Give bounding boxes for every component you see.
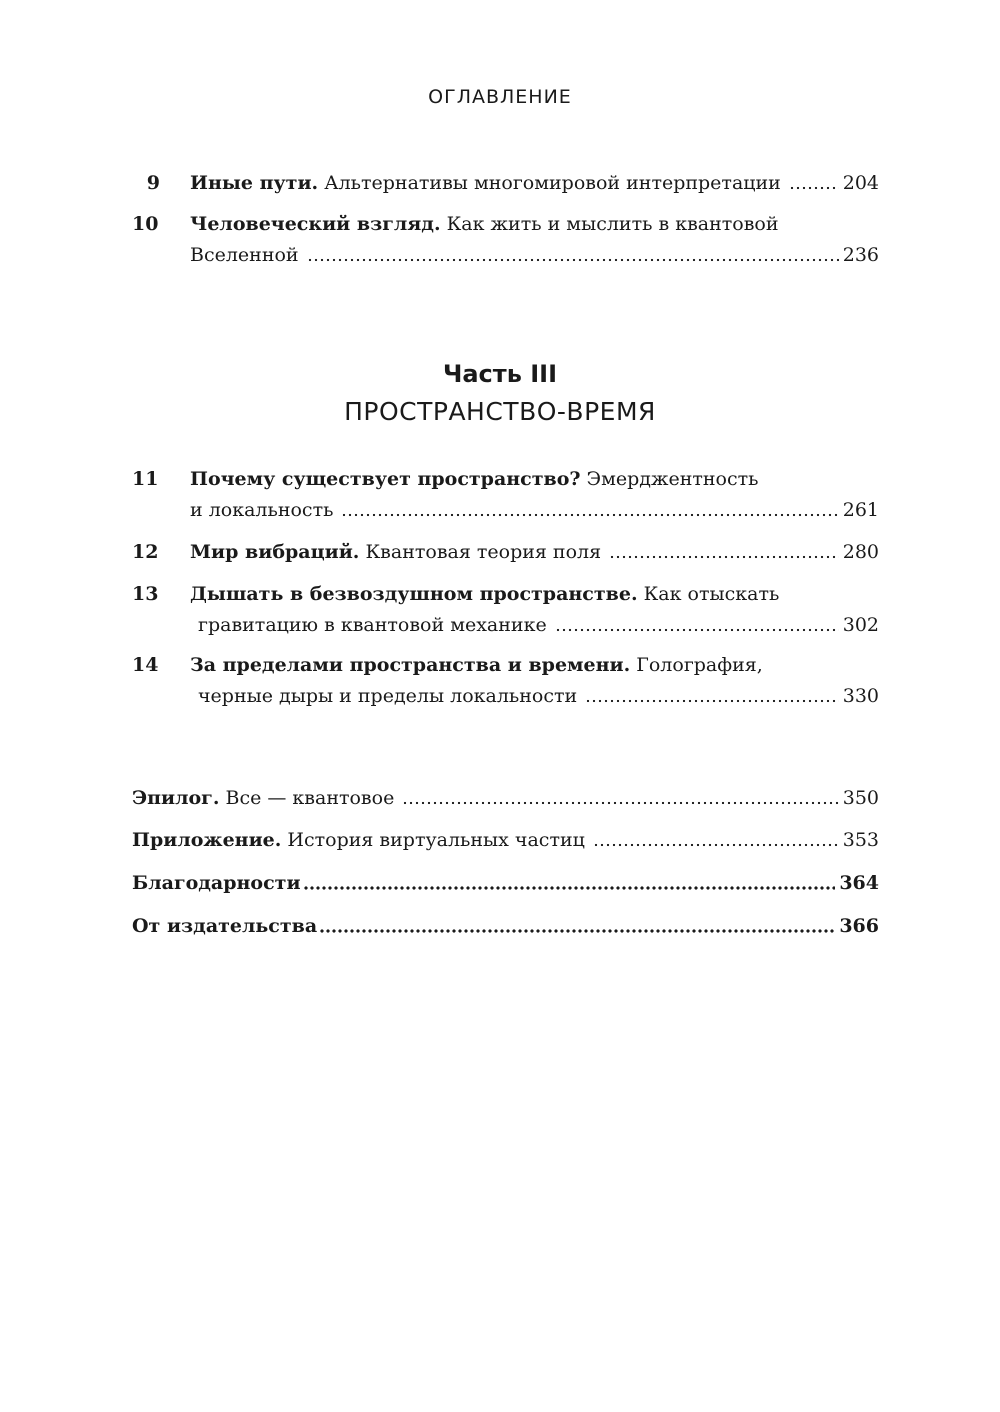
- dot-leader: [319, 929, 835, 933]
- chapter-subtitle: Эмерджентность: [580, 468, 759, 490]
- chapter-subtitle-continued: и локальность: [190, 499, 334, 521]
- page-number: 261: [842, 499, 879, 521]
- dot-leader: [402, 801, 838, 805]
- chapter-number: 13: [132, 583, 159, 605]
- chapter-title: Дышать в безвоздушном пространстве.: [190, 583, 638, 605]
- toc-entry-10[interactable]: [132, 209, 879, 271]
- chapter-number: 14: [132, 654, 159, 676]
- entry-title: Приложение.: [132, 829, 282, 851]
- toc-entry-14[interactable]: [132, 650, 879, 712]
- toc-entry-13[interactable]: [132, 579, 879, 641]
- dot-leader: [307, 258, 839, 262]
- dot-leader: [609, 555, 839, 559]
- entry-subtitle: Все — квантовое: [219, 787, 395, 809]
- toc-entry-9[interactable]: [132, 168, 879, 199]
- toc-entry-appendix[interactable]: [132, 825, 879, 856]
- chapter-title: Мир вибраций.: [190, 541, 360, 563]
- running-head: ОГЛАВЛЕНИЕ: [428, 86, 572, 108]
- entry-subtitle: История виртуальных частиц: [281, 829, 585, 851]
- toc-entry-publisher[interactable]: [132, 911, 879, 942]
- chapter-title: Человеческий взгляд.: [190, 213, 441, 235]
- chapter-number: 9: [146, 172, 160, 194]
- chapter-subtitle-continued: гравитацию в квантовой механике: [198, 614, 547, 636]
- dot-leader: [585, 699, 839, 703]
- dot-leader: [555, 628, 839, 632]
- page-number: 302: [842, 614, 879, 636]
- toc-entry-12[interactable]: [132, 537, 879, 568]
- toc-entry-epilogue[interactable]: [132, 783, 879, 814]
- part-label: Часть III: [442, 360, 558, 388]
- page-number: 204: [842, 172, 879, 194]
- chapter-subtitle: Альтернативы многомировой интерпретации: [318, 172, 781, 194]
- dot-leader: [303, 886, 836, 890]
- chapter-title: Иные пути.: [190, 172, 319, 194]
- entry-title: Благодарности: [132, 872, 301, 894]
- chapter-number: 10: [132, 213, 159, 235]
- page-number: 353: [842, 829, 879, 851]
- page-number: 236: [842, 244, 879, 266]
- page-number: 280: [842, 541, 879, 563]
- dot-leader: [593, 843, 839, 847]
- chapter-number: 12: [132, 541, 159, 563]
- dot-leader: [341, 513, 838, 517]
- chapter-subtitle-continued: черные дыры и пределы локальности: [198, 685, 578, 707]
- page-number: 366: [839, 915, 879, 937]
- chapter-subtitle: Как отыскать: [637, 583, 780, 605]
- entry-title: Эпилог.: [132, 787, 220, 809]
- toc-entry-11[interactable]: [132, 464, 879, 526]
- chapter-title: За пределами пространства и времени.: [190, 654, 631, 676]
- page-number: 364: [839, 872, 879, 894]
- chapter-subtitle: Голография,: [630, 654, 763, 676]
- chapter-subtitle: Как жить и мыслить в квантовой: [440, 213, 779, 235]
- page-number: 350: [842, 787, 879, 809]
- chapter-subtitle: Квантовая теория поля: [359, 541, 602, 563]
- chapter-title: Почему существует пространство?: [190, 468, 581, 490]
- toc-entry-acknowledgments[interactable]: [132, 868, 879, 899]
- dot-leader: [789, 186, 839, 190]
- page-number: 330: [842, 685, 879, 707]
- chapter-subtitle-continued: Вселенной: [190, 244, 299, 266]
- chapter-number: 11: [132, 468, 159, 490]
- entry-title: От издательства: [132, 915, 318, 937]
- part-title: ПРОСТРАНСТВО-ВРЕМЯ: [344, 397, 656, 426]
